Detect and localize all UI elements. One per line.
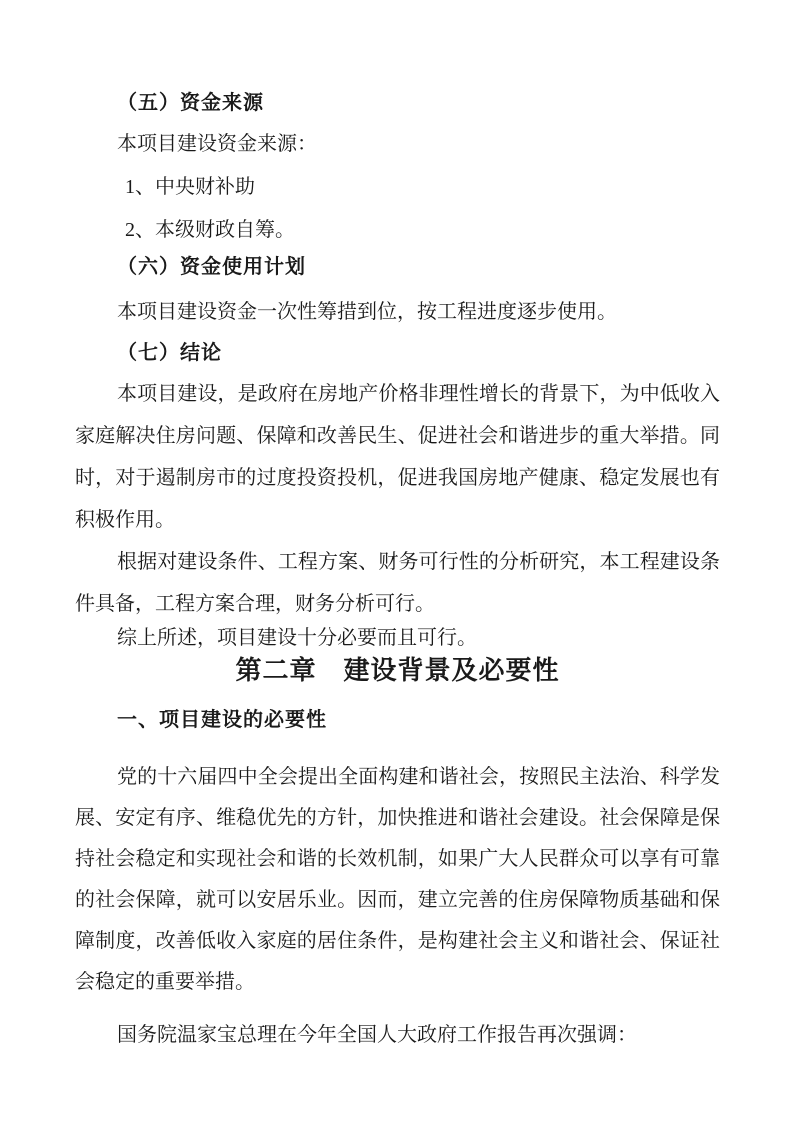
list-item-local-self-funding: 2、本级财政自筹。 — [125, 219, 295, 241]
paragraph-conclusion-analysis: 根据对建设条件、工程方案、财务可行性的分析研究，本工程建设条件具备，工程方案合理，财务分析可行。 — [75, 551, 720, 615]
section-heading-necessity: 一、项目建设的必要性 — [117, 709, 327, 731]
paragraph-fund-usage: 本项目建设资金一次性筹措到位，按工程进度逐步使用。 — [117, 301, 617, 323]
paragraph-conclusion-background: 本项目建设，是政府在房地产价格非理性增长的背景下，为中低收入家庭解决住房问题、保障和改善民生、促进社会和谐进步的重大举措。同时，对于遏制房市的过度投资投机，促进我国房地产健康、稳定发展也有积极作用。 — [75, 383, 720, 531]
paragraph-premier-statement: 国务院温家宝总理在今年全国人大政府工作报告再次强调： — [117, 1024, 637, 1046]
paragraph-funding-source-intro: 本项目建设资金来源： — [117, 133, 317, 155]
section-heading-conclusion: （七）结论 — [117, 342, 222, 364]
section-heading-fund-usage-plan: （六）资金使用计划 — [117, 256, 306, 278]
paragraph-harmonious-society: 党的十六届四中全会提出全面构建和谐社会，按照民主法治、科学发展、安定有序、维稳优先的方针，加快推进和谐社会建设。社会保障是保持社会稳定和实现社会和谐的长效机制，如果广大人民群众可以享有可靠的社会保障，就可以安居乐业。因而，建立完善的住房保障物质基础和保障制度，改善低收入家庭的居住条件，是构建社会主义和谐社会、保证社会稳定的重要举措。 — [75, 766, 720, 993]
chapter-title: 第二章 建设背景及必要性 — [235, 655, 560, 685]
section-heading-funding-source: （五）资金来源 — [117, 92, 264, 114]
paragraph-conclusion-summary: 综上所述，项目建设十分必要而且可行。 — [117, 627, 477, 649]
list-item-central-subsidy: 1、中央财补助 — [125, 176, 255, 198]
